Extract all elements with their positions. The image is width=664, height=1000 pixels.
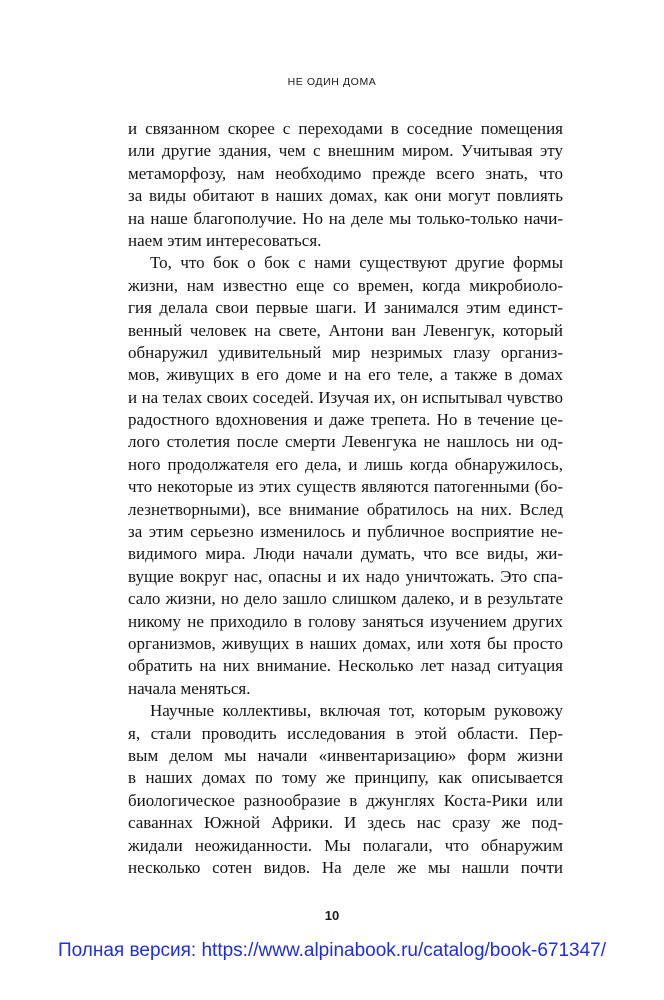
text-line: и связанном скорее с переходами в соседние помещения [128, 119, 563, 138]
text-line: вым делом мы начали «инвентаризацию» форм жизни [128, 745, 563, 765]
text-line: ного продолжателя его дела, и лишь когда обнаружилось, [128, 454, 563, 474]
text-line: за этим серьезно изменилось и публичное восприятие не- [128, 522, 563, 542]
text-line: на наше благополучие. Но на деле мы только-только начи- [128, 208, 563, 228]
text-line: обнаружил удивительный мир незримых глазу организ- [128, 342, 563, 362]
text-line: за виды обитают в наших домах, как они могут повлиять [128, 186, 563, 206]
running-head: НЕ ОДИН ДОМА [287, 76, 377, 88]
text-line: обратить на них внимание. Несколько лет назад ситуация [128, 656, 563, 676]
paragraph-3 [128, 700, 563, 879]
text-line: что некоторые из этих существ являются патогенными (бо- [128, 477, 563, 497]
text-line: сало жизни, но дело зашло слишком далеко, и в результате [128, 589, 563, 609]
paragraph-1 [128, 118, 563, 252]
full-version-link[interactable]: Полная версия: https://www.alpinabook.ru/catalog/book-671347/ [57, 940, 607, 961]
text-line: или другие здания, чем с внешним миром. Учитывая эту [128, 141, 563, 161]
text-line: саваннах Южной Африки. И здесь нас сразу же под- [128, 813, 563, 833]
text-line: венный человек на свете, Антони ван Левенгук, который [128, 320, 563, 340]
text-line: биологическое разнообразие в джунглях Коста-Рики или [128, 790, 563, 810]
text-line: жизни, нам известно еще со времен, когда микробиоло- [128, 275, 563, 295]
text-line: наем этим интересоваться. [128, 230, 322, 250]
text-line: Научные коллективы, включая тот, которым руковожу [150, 701, 563, 721]
text-line: лезнетворными), все внимание обратилось на них. Вслед [128, 499, 563, 519]
text-line: метаморфозу, нам необходимо прежде всего знать, что [128, 163, 563, 183]
body-text [128, 118, 563, 879]
text-line: мов, живущих в его доме и на его теле, а также в домах [128, 365, 563, 385]
paragraph-2 [128, 252, 563, 700]
text-line: вущие вокруг нас, опасны и их надо уничтожать. Это спа- [128, 566, 563, 586]
text-line: никому не приходило в голову заняться изучением других [128, 611, 563, 631]
text-line: я, стали проводить исследования в этой области. Пер- [128, 723, 563, 743]
text-line: в наших домах по тому же принципу, как описывается [128, 768, 563, 788]
text-line: жидали неожиданности. Мы полагали, что обнаружим [128, 835, 563, 855]
text-line: То, что бок о бок с нами существуют другие формы [150, 253, 563, 273]
text-line: несколько сотен видов. На деле же мы нашли почти [128, 857, 563, 877]
text-line: видимого мира. Люди начали думать, что все виды, жи- [128, 544, 563, 564]
text-line: лого столетия после смерти Левенгука не нашлось ни од- [128, 432, 563, 452]
text-line: радостного вдохновения и даже трепета. Но в течение це- [128, 410, 563, 430]
text-line: начала меняться. [128, 678, 251, 698]
text-line: организмов, живущих в наших домах, или хотя бы просто [128, 633, 563, 653]
text-line: гия делала свои первые шаги. И занимался этим единст- [128, 298, 563, 318]
page-number: 10 [324, 908, 340, 923]
text-line: и на телах своих соседей. Изучая их, он испытывал чувство [128, 387, 563, 407]
